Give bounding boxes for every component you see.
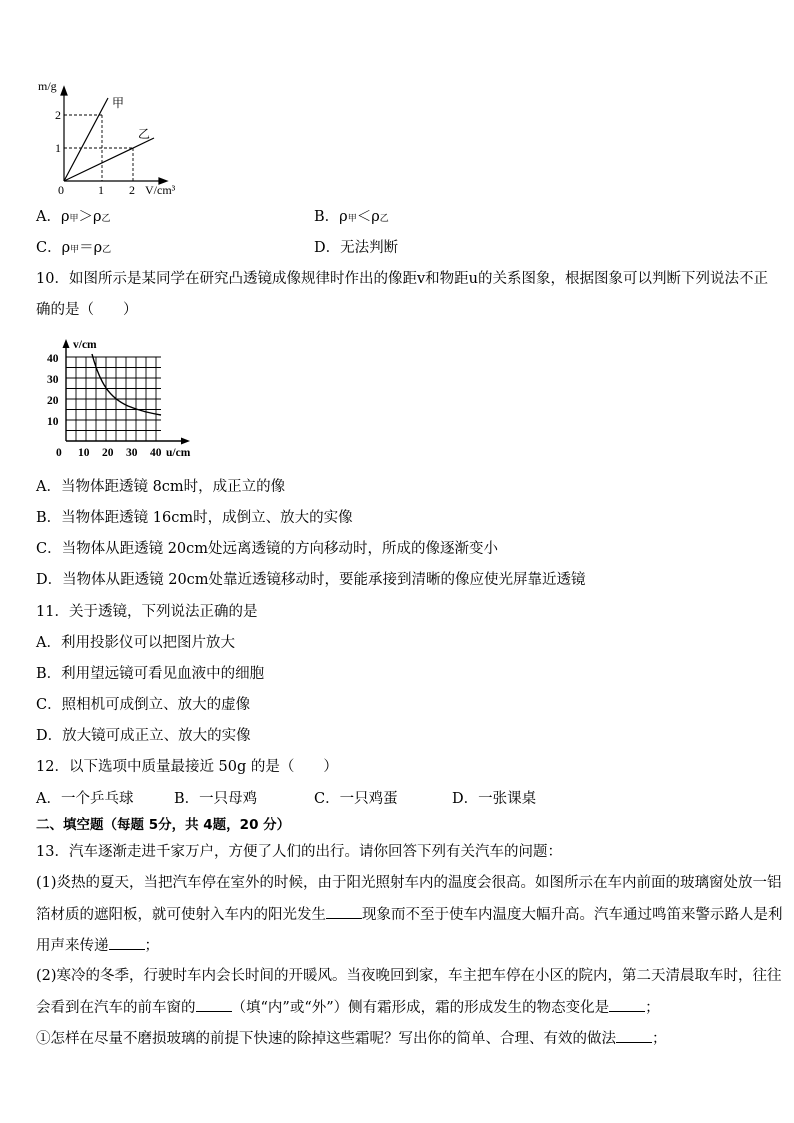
y-tick-10: 10 [47, 416, 59, 428]
q12-option-c[interactable]: C．一只鸡蛋 [314, 791, 398, 807]
option-sub: 甲 [69, 214, 79, 224]
q9-option-c[interactable] [36, 238, 111, 260]
q13-part1-line3 [36, 935, 159, 956]
q12-option-b[interactable]: B．一只母鸡 [174, 791, 258, 807]
y-axis-label: v/cm [73, 339, 97, 351]
y-axis-arrow [61, 87, 67, 95]
option-prefix: A．ρ [36, 209, 70, 225]
option-sub: 乙 [102, 245, 112, 255]
q9-option-a[interactable] [36, 207, 111, 229]
q12-option-d[interactable]: D．一张课桌 [452, 791, 537, 807]
option-relation: ＞ρ [78, 209, 102, 225]
text-segment: ； [144, 938, 159, 954]
q9-option-d[interactable]: D．无法判断 [314, 240, 399, 256]
label-jia: 甲 [112, 96, 125, 110]
y-axis-arrow [63, 339, 70, 348]
text-segment: ①怎样在尽量不磨损玻璃的前提下快速的除掉这些霜呢？写出你的简单、合理、有效的做法 [36, 1031, 616, 1047]
q11-option-c[interactable]: C．照相机可成倒立、放大的虚像 [36, 697, 251, 713]
q13-part1-line2 [36, 904, 783, 925]
mass-volume-graph [36, 78, 206, 198]
answer-blank[interactable] [616, 1028, 652, 1043]
y-tick-1: 1 [55, 141, 61, 155]
q12-stem: 12．以下选项中质量最接近 50g 的是（ ） [36, 759, 338, 775]
x-tick-0: 0 [58, 183, 64, 197]
y-tick-2: 2 [55, 108, 61, 122]
q13-part2-line1: (2)寒冷的冬季，行驶时车内会长时间的开暖风。当夜晚回到家，车主把车停在小区的院内，第二天清晨取车时，往往 [36, 968, 782, 984]
q13-part1-line1: (1)炎热的夏天，当把汽车停在室外的时候，由于阳光照射车内的温度会很高。如图所示在车内前面的玻璃窗处放一铝 [36, 875, 782, 891]
line-yi [64, 138, 154, 181]
option-sub: 乙 [379, 214, 389, 224]
answer-blank[interactable] [326, 904, 362, 919]
grid [66, 357, 161, 441]
x-tick-2: 2 [129, 183, 135, 197]
q9-option-b[interactable] [314, 207, 389, 229]
image-distance-graph [36, 336, 206, 468]
answer-blank[interactable] [609, 997, 645, 1012]
q11-option-b[interactable]: B．利用望远镜可看见血液中的细胞 [36, 666, 265, 682]
x-axis-arrow [181, 438, 190, 445]
text-segment: ； [652, 1031, 667, 1047]
x-axis-label: V/cm³ [145, 183, 176, 197]
answer-blank[interactable] [109, 935, 145, 950]
q13-part3 [36, 1028, 667, 1049]
text-segment: 用声来传递 [36, 938, 109, 954]
y-tick-20: 20 [47, 395, 59, 407]
y-tick-30: 30 [47, 374, 59, 386]
option-sub: 甲 [347, 214, 357, 224]
q10-option-b[interactable]: B．当物体距透镜 16cm时，成倒立、放大的实像 [36, 510, 353, 526]
q10-option-d[interactable]: D．当物体从距透镜 20cm处靠近透镜移动时，要能承接到清晰的像应使光屏靠近透镜 [36, 572, 586, 588]
label-yi: 乙 [138, 127, 151, 141]
q12-option-a[interactable]: A．一个乒乓球 [36, 791, 134, 807]
option-prefix: B．ρ [314, 209, 348, 225]
y-tick-40: 40 [47, 353, 59, 365]
answer-blank[interactable] [196, 997, 232, 1012]
q10-option-c[interactable]: C．当物体从距透镜 20cm处远离透镜的方向移动时，所成的像逐渐变小 [36, 541, 499, 557]
q11-stem: 11．关于透镜，下列说法正确的是 [36, 604, 258, 620]
q13-part2-line2 [36, 997, 660, 1018]
q10-stem-line2: 确的是（ ） [36, 302, 138, 318]
text-segment: ； [645, 1000, 660, 1016]
q10-stem-line1: 10．如图所示是某同学在研究凸透镜成像规律时作出的像距v和物距u的关系图象，根据图象可以判断下列说法不正 [36, 271, 768, 287]
q10-option-a[interactable]: A．当物体距透镜 8cm时，成正立的像 [36, 479, 286, 495]
line-jia [64, 98, 108, 181]
option-sub: 乙 [101, 214, 111, 224]
x-tick-30: 30 [126, 447, 138, 459]
q13-stem: 13．汽车逐渐走进千家万户，方便了人们的出行。请你回答下列有关汽车的问题： [36, 844, 562, 860]
x-tick-40: 40 [150, 447, 162, 459]
option-sub: 甲 [70, 245, 80, 255]
text-segment: 现象而不至于使车内温度大幅升高。汽车通过鸣笛来警示路人是利 [362, 907, 783, 923]
v-u-curve [92, 354, 161, 415]
x-tick-10: 10 [78, 447, 90, 459]
option-relation: ＜ρ [356, 209, 380, 225]
x-tick-1: 1 [98, 183, 104, 197]
x-axis-label: u/cm [166, 447, 191, 459]
q11-option-d[interactable]: D．放大镜可成正立、放大的实像 [36, 728, 251, 744]
x-tick-0: 0 [56, 447, 62, 459]
option-relation: ＝ρ [79, 240, 103, 256]
section-title: 二、填空题（每题 5分，共 4题，20 分） [36, 817, 291, 833]
x-tick-20: 20 [102, 447, 114, 459]
text-segment: 箔材质的遮阳板，就可使射入车内的阳光发生 [36, 907, 326, 923]
option-prefix: C．ρ [36, 240, 71, 256]
q11-option-a[interactable]: A．利用投影仪可以把图片放大 [36, 635, 235, 651]
y-axis-label: m/g [38, 79, 57, 93]
text-segment: 会看到在汽车的前车窗的 [36, 1000, 196, 1016]
text-segment: （填“内”或“外”）侧有霜形成，霜的形成发生的物态变化是 [231, 1000, 610, 1016]
